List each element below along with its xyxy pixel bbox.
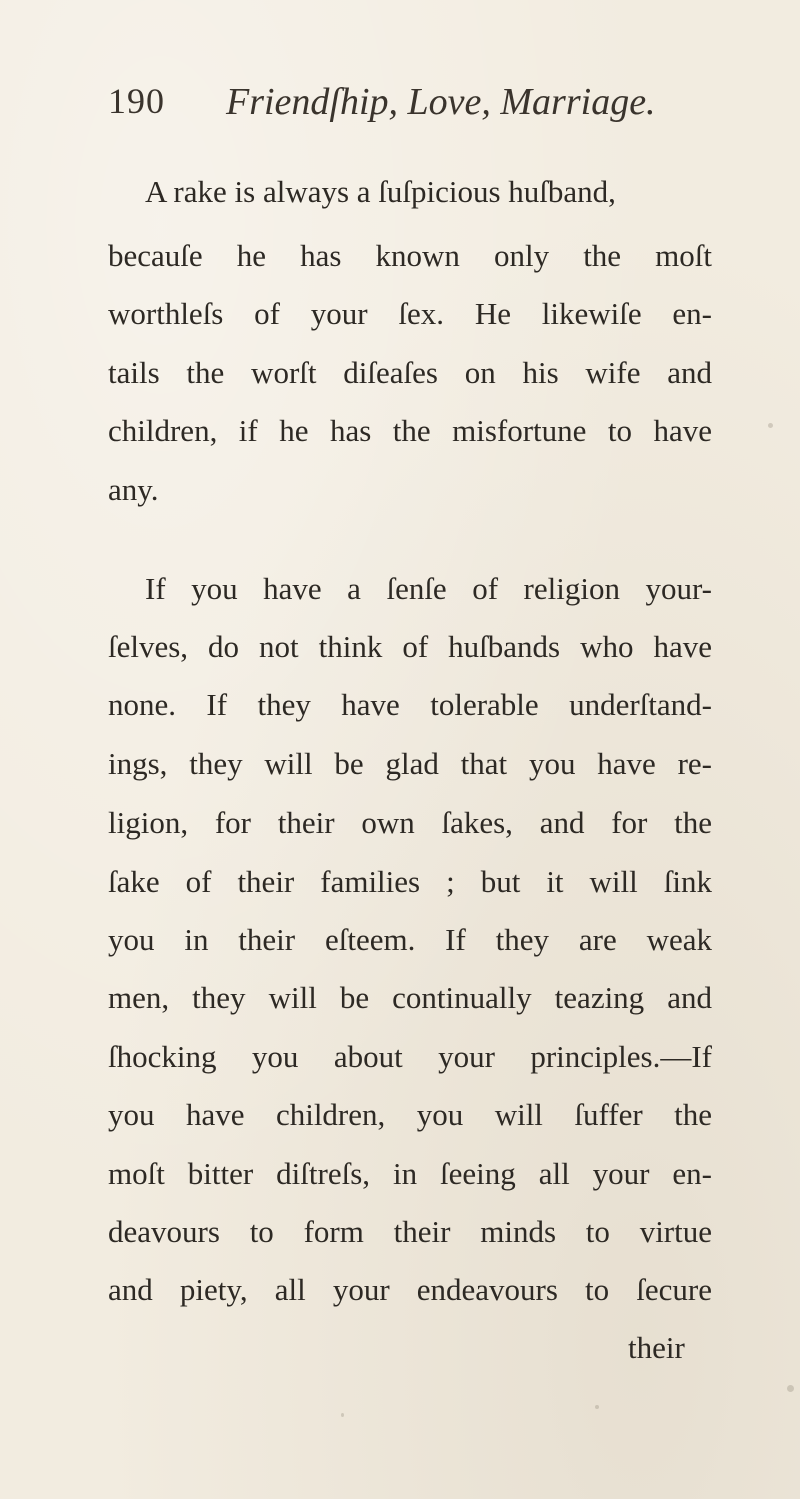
text-line: none. If they have tolerable underſtand- (108, 687, 712, 722)
text-line: children, if he has the misfortune to have (108, 413, 712, 448)
running-title: Friendſhip, Love, Marriage. (226, 81, 656, 123)
text-line: tails the worſt diſeaſes on his wife and (108, 355, 712, 390)
text-line: and piety, all your endeavours to ſecure (108, 1272, 712, 1307)
text-line: deavours to form their minds to virtue (108, 1214, 712, 1249)
text-line: ings, they will be glad that you have re- (108, 746, 712, 781)
text-line: A rake is always a ſuſpicious huſband, (145, 174, 616, 209)
text-line: moſt bitter diſtreſs, in ſeeing all your en- (108, 1156, 712, 1191)
text-line: ſhocking you about your principles.—If (108, 1039, 712, 1074)
text-line: you in their eſteem. If they are weak (108, 922, 712, 957)
text-line: If you have a ſenſe of religion your- (145, 571, 712, 606)
catchword: their (628, 1330, 685, 1365)
text-line: ſake of their families ; but it will ſink (108, 864, 712, 899)
text-line: becauſe he has known only the moſt (108, 238, 712, 273)
text-line: you have children, you will ſuffer the (108, 1097, 712, 1132)
text-line: ſelves, do not think of huſbands who have (108, 629, 712, 664)
text-line: worthleſs of your ſex. He likewiſe en- (108, 296, 712, 331)
text-line: men, they will be continually teazing and (108, 980, 712, 1015)
text-line: ligion, for their own ſakes, and for the (108, 805, 712, 840)
page-number: 190 (108, 81, 165, 121)
text-line: any. (108, 472, 159, 507)
